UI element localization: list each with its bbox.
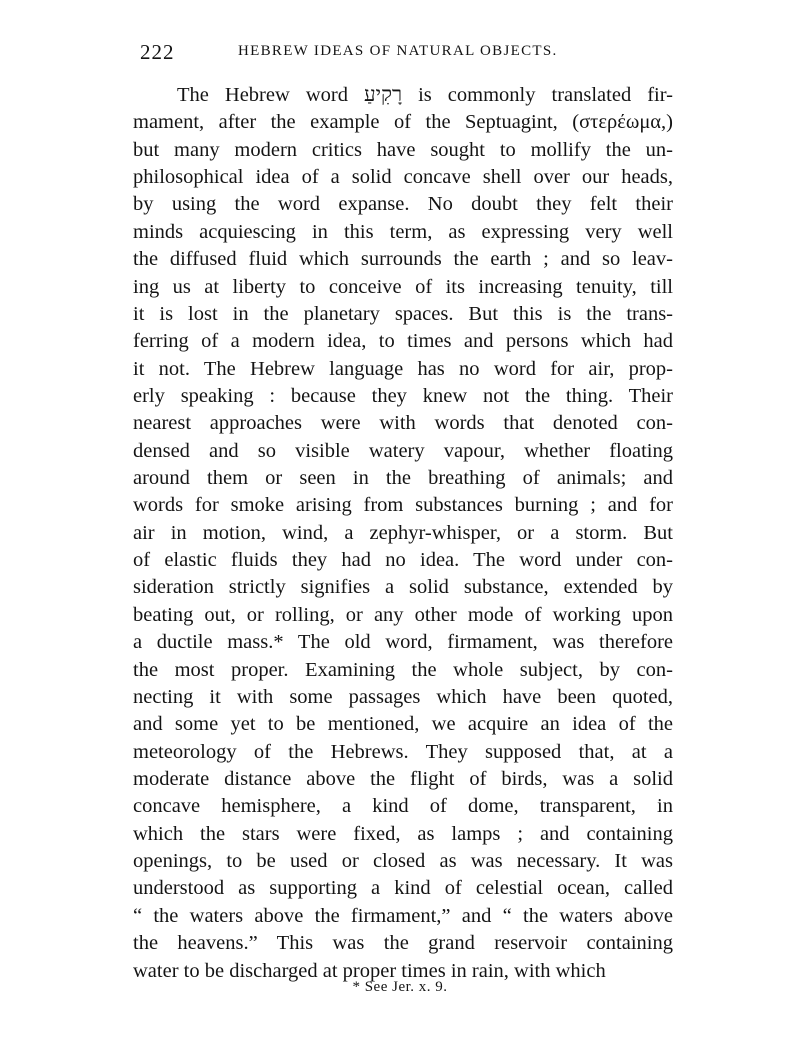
text-line: water to be discharged at proper times in rain, with which [133, 959, 606, 982]
text-line: philosophical idea of a solid concave shell over our heads, [133, 166, 673, 189]
text-line: words for smoke arising from substances burning ; and for [133, 494, 673, 517]
text-line: concave hemisphere, a kind of dome, transparent, in [133, 795, 673, 818]
text-line: beating out, or rolling, or any other mode of working upon [133, 603, 673, 626]
text-line: mament, after the example of the Septuagint, (στερέωμα,) [133, 111, 673, 134]
text-line: nearest approaches were with words that denoted con- [133, 412, 673, 435]
text-line: ing us at liberty to conceive of its increasing tenuity, till [133, 275, 673, 298]
text-line: the heavens.” This was the grand reservoir containing [133, 932, 673, 955]
text-line: sideration strictly signifies a solid substance, extended by [133, 576, 673, 599]
text-line: erly speaking : because they knew not the thing. Their [133, 384, 673, 407]
footnote: * See Jer. x. 9. [352, 979, 448, 995]
text-line: but many modern critics have sought to mollify the un- [133, 138, 673, 161]
text-line: the most proper. Examining the whole subject, by con- [133, 658, 673, 681]
running-title: HEBREW IDEAS OF NATURAL OBJECTS. [238, 43, 558, 59]
text-line: “ the waters above the firmament,” and “ the waters above [133, 904, 673, 927]
text-line: it is lost in the planetary spaces. But this is the trans- [133, 302, 673, 325]
running-header [140, 40, 680, 70]
text-line: a ductile mass.* The old word, firmament, was therefore [133, 631, 673, 654]
text-line: necting it with some passages which have been quoted, [133, 685, 673, 708]
text-line: ferring of a modern idea, to times and persons which had [133, 330, 673, 353]
text-line: by using the word expanse. No doubt they felt their [133, 193, 673, 216]
text-line: openings, to be used or closed as was necessary. It was [133, 850, 673, 873]
text-line: The Hebrew word רָקִיעַ is commonly translated fir- [177, 84, 673, 106]
text-line: understood as supporting a kind of celestial ocean, called [133, 877, 673, 900]
text-line: densed and so visible watery vapour, whether floating [133, 439, 673, 462]
text-line: of elastic fluids they had no idea. The word under con- [133, 549, 673, 572]
text-line: which the stars were fixed, as lamps ; and containing [133, 822, 673, 845]
text-line: the diffused fluid which surrounds the earth ; and so leav- [133, 248, 673, 271]
body-paragraph [133, 82, 673, 985]
text-line: around them or seen in the breathing of animals; and [133, 467, 673, 490]
text-line: air in motion, wind, a zephyr-whisper, or a storm. But [133, 521, 673, 544]
text-line: meteorology of the Hebrews. They supposed that, at a [133, 740, 673, 763]
page-number: 222 [140, 40, 175, 64]
text-line: moderate distance above the flight of birds, was a solid [133, 767, 673, 790]
text-line: and some yet to be mentioned, we acquire an idea of the [133, 713, 673, 736]
text-line: minds acquiescing in this term, as expressing very well [133, 220, 673, 243]
text-line: it not. The Hebrew language has no word for air, prop- [133, 357, 673, 380]
